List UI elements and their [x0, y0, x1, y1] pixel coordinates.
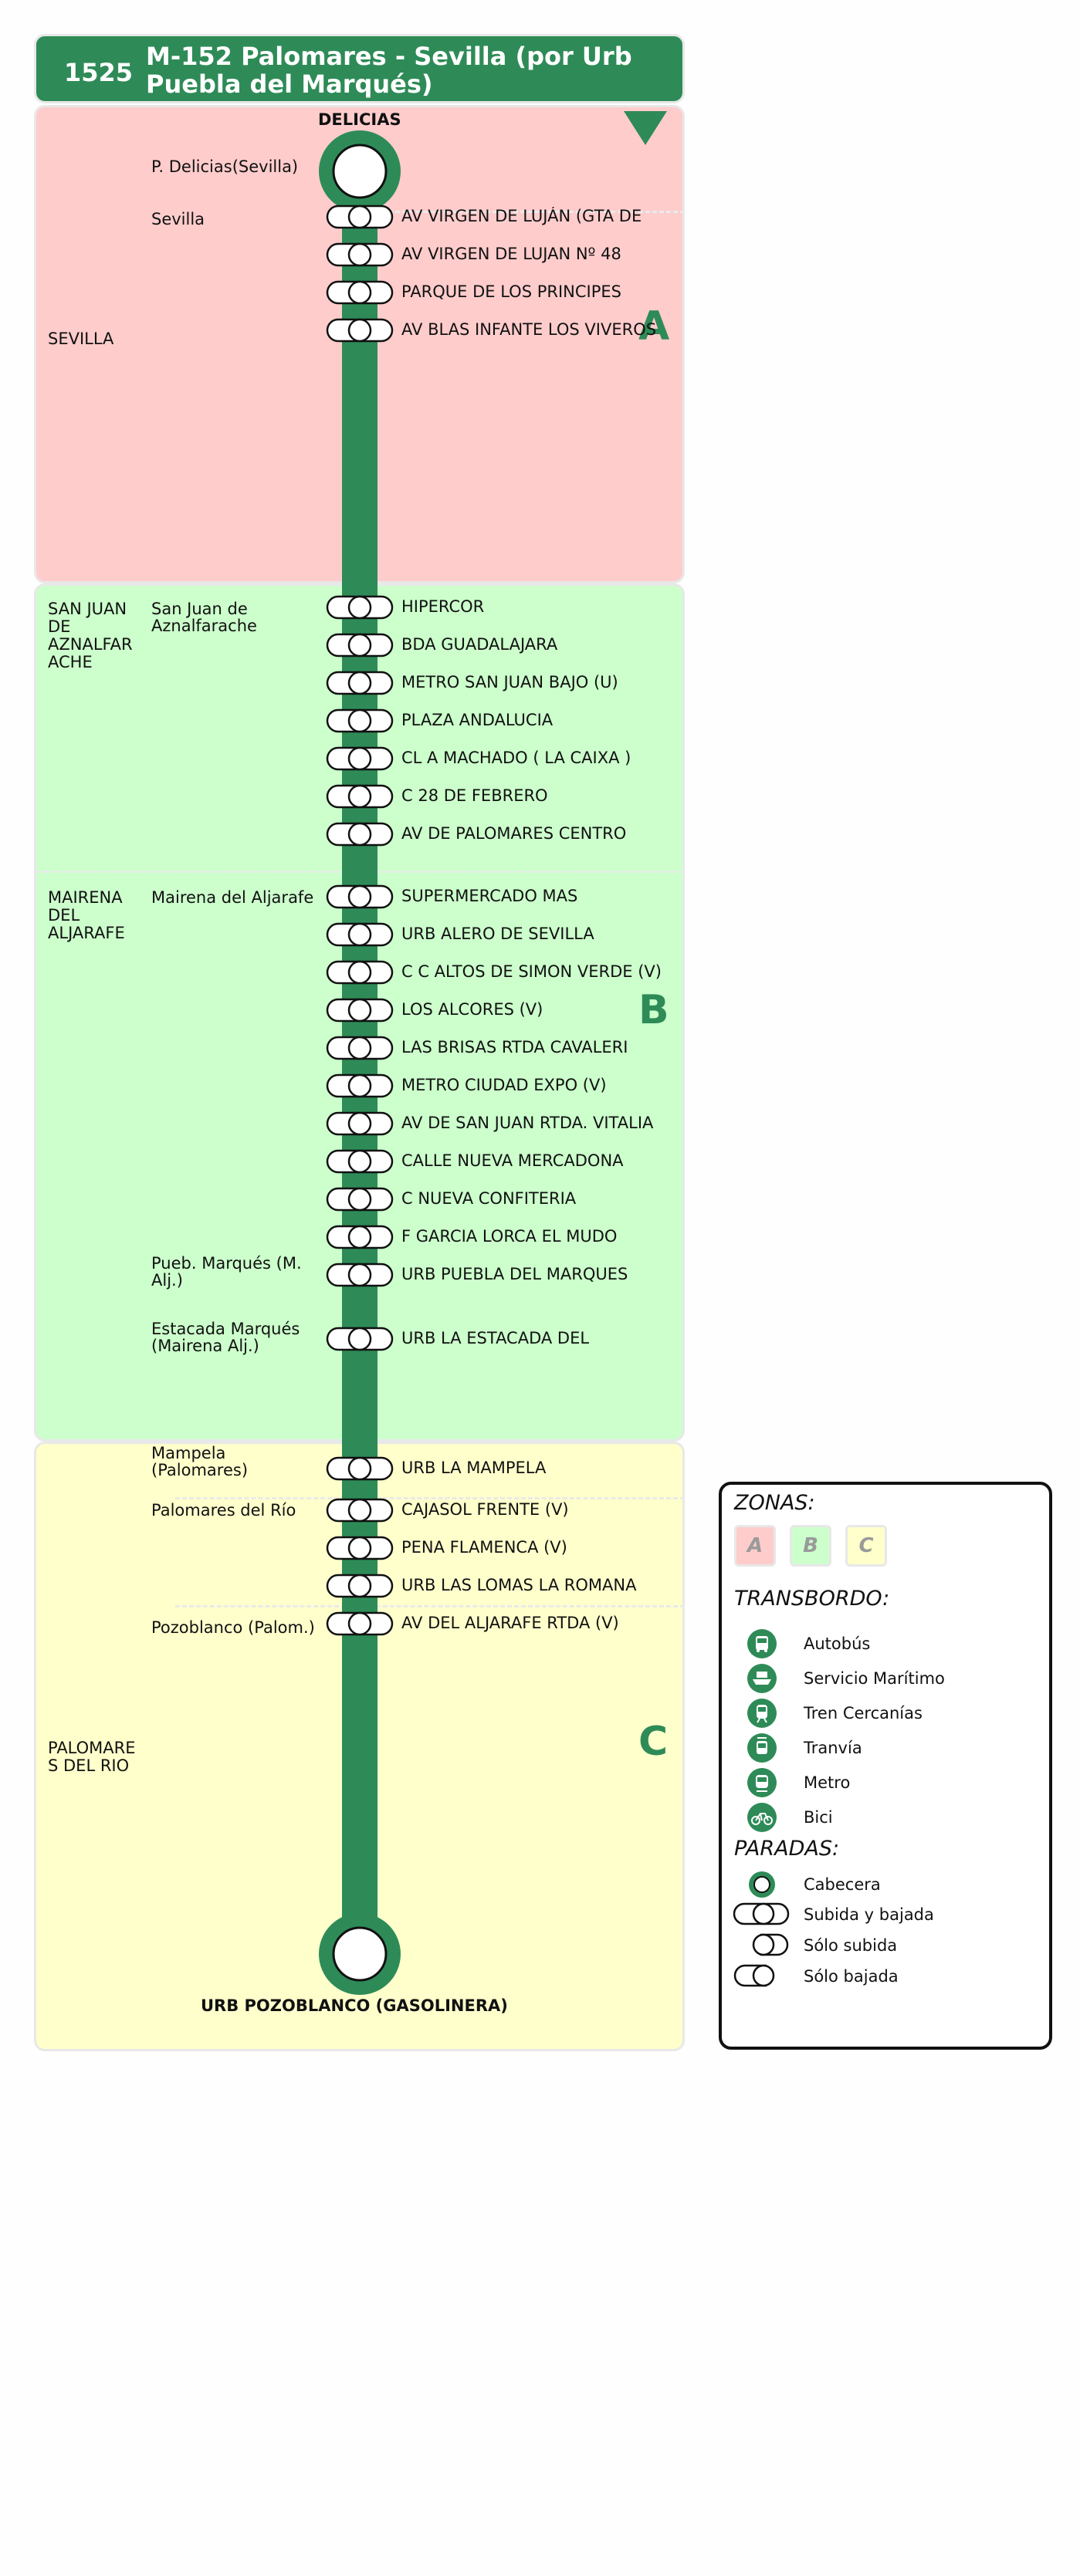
stop-marker	[327, 1575, 392, 1597]
stop-label: AV DE PALOMARES CENTRO	[401, 824, 627, 843]
stop-label: CAJASOL FRENTE (V)	[401, 1500, 569, 1519]
board-alight-stop-icon	[733, 1902, 791, 1926]
zone-letter-b: B	[638, 987, 669, 1033]
legend-transfer-label: Tren Cercanías	[804, 1704, 923, 1722]
stop-label: METRO CIUDAD EXPO (V)	[401, 1076, 607, 1094]
stop-marker	[327, 1458, 392, 1479]
legend-transfer-label: Autobús	[804, 1635, 871, 1653]
stop-marker	[327, 282, 392, 303]
municipality-mairena: MAIRENA DEL ALJARAFE	[48, 888, 125, 942]
stop-label: CL A MACHADO ( LA CAIXA )	[401, 749, 631, 767]
route-line	[342, 171, 377, 1954]
stop-marker	[327, 1226, 392, 1248]
end-terminal-label: URB POZOBLANCO (GASOLINERA)	[201, 1996, 508, 2015]
stop-label: AV VIRGEN DE LUJÁN (GTA DE	[401, 207, 642, 225]
stop-label: LAS BRISAS RTDA CAVALERI	[401, 1038, 628, 1056]
legend-transfer-label: Servicio Marítimo	[804, 1669, 945, 1688]
stop-label: BDA GUADALAJARA	[401, 635, 558, 654]
stop-marker	[327, 962, 392, 983]
legend-transfer-label: Bici	[804, 1808, 833, 1827]
stop-label: LOS ALCORES (V)	[401, 1000, 543, 1019]
stop-label: C C ALTOS DE SIMON VERDE (V)	[401, 962, 662, 981]
stop-marker	[327, 1264, 392, 1286]
route-name: M-152 Palomares - Sevilla (por Urb Puebla del Marqués)	[146, 42, 632, 99]
locality-palomares-rio: Palomares del Río	[151, 1501, 296, 1520]
legend-stops-title: PARADAS:	[734, 1837, 840, 1861]
stop-label: URB PUEBLA DEL MARQUES	[401, 1265, 628, 1283]
terminal-stop-icon	[747, 1869, 777, 1900]
legend-stop-type-label: Subida y bajada	[804, 1905, 934, 1924]
stop-marker	[327, 206, 392, 228]
stop-marker	[327, 924, 392, 945]
legend-zone-c-swatch: C	[845, 1525, 887, 1567]
legend-zone-b-swatch: B	[790, 1525, 831, 1567]
stop-marker	[327, 1499, 392, 1521]
bus-icon	[747, 1628, 777, 1659]
start-terminal-marker	[319, 130, 401, 212]
municipality-san-juan: SAN JUAN DE AZNALFAR ACHE	[48, 600, 133, 671]
stop-marker	[327, 1328, 392, 1350]
legend-stop-type-label: Sólo subida	[804, 1936, 898, 1955]
stop-marker	[327, 1151, 392, 1172]
locality-sevilla: Sevilla	[151, 210, 205, 228]
stop-marker	[327, 672, 392, 694]
stop-label: C 28 DE FEBRERO	[401, 786, 548, 805]
locality-mampela: Mampela (Palomares)	[151, 1444, 249, 1479]
start-terminal-label: DELICIAS	[318, 110, 401, 129]
stop-label: PLAZA ANDALUCIA	[401, 711, 554, 729]
stop-label: URB LA ESTACADA DEL	[401, 1329, 590, 1347]
municipality-sevilla: SEVILLA	[48, 330, 114, 348]
metro-icon	[747, 1767, 777, 1798]
stop-marker	[327, 597, 392, 618]
legend-transfer-title: TRANSBORDO:	[734, 1587, 890, 1611]
stop-label: AV DEL ALJARAFE RTDA (V)	[401, 1614, 619, 1632]
stop-label: CALLE NUEVA MERCADONA	[401, 1151, 624, 1170]
stop-label: METRO SAN JUAN BAJO (U)	[401, 673, 618, 691]
alight-only-stop-icon	[733, 1963, 791, 1988]
board-only-stop-icon	[733, 1932, 791, 1957]
stop-label: URB LA MAMPELA	[401, 1459, 547, 1477]
stop-label: SUPERMERCADO MAS	[401, 887, 578, 905]
ferry-icon	[747, 1663, 777, 1694]
stop-marker	[327, 999, 392, 1021]
stop-label: AV BLAS INFANTE LOS VIVEROS	[401, 320, 657, 339]
municipality-palomares: PALOMARE S DEL RIO	[48, 1739, 136, 1775]
stop-label: AV VIRGEN DE LUJAN Nº 48	[401, 245, 621, 263]
legend-transfer-label: Metro	[804, 1773, 851, 1792]
stop-marker	[327, 1075, 392, 1097]
legend-stop-type-label: Cabecera	[804, 1875, 881, 1894]
stop-marker	[327, 886, 392, 908]
stop-marker	[327, 786, 392, 807]
locality-puebla-marques: Pueb. Marqués (M. Alj.)	[151, 1254, 302, 1290]
legend-transfer-label: Tranvía	[804, 1739, 862, 1757]
stop-label: PENA FLAMENCA (V)	[401, 1538, 567, 1557]
locality-estacada: Estacada Marqués (Mairena Alj.)	[151, 1320, 300, 1355]
locality-delicias: P. Delicias(Sevilla)	[151, 157, 299, 176]
stop-marker	[327, 1537, 392, 1559]
stop-label: C NUEVA CONFITERIA	[401, 1189, 577, 1208]
stop-marker	[327, 823, 392, 845]
stop-marker	[327, 1188, 392, 1210]
end-terminal-marker	[319, 1913, 401, 1995]
stop-marker	[327, 244, 392, 265]
zone-letter-c: C	[638, 1719, 669, 1765]
locality-pozoblanco: Pozoblanco (Palom.)	[151, 1618, 315, 1637]
tram-icon	[747, 1733, 777, 1763]
locality-san-juan: San Juan de Aznalfarache	[151, 600, 257, 635]
bike-icon	[747, 1802, 777, 1833]
stop-marker	[327, 1113, 392, 1134]
stop-label: F GARCIA LORCA EL MUDO	[401, 1227, 618, 1246]
direction-arrow-icon	[624, 111, 667, 145]
stop-label: PARQUE DE LOS PRINCIPES	[401, 282, 621, 301]
stop-marker	[327, 1613, 392, 1635]
legend-panel	[719, 1482, 1052, 2050]
stop-marker	[327, 1037, 392, 1059]
route-code: 1525	[64, 58, 134, 87]
stop-label: URB ALERO DE SEVILLA	[401, 925, 594, 943]
stop-marker	[327, 748, 392, 769]
legend-zone-a-swatch: A	[734, 1525, 776, 1567]
locality-mairena: Mairena del Aljarafe	[151, 888, 314, 907]
stop-marker	[327, 319, 392, 341]
stop-marker	[327, 634, 392, 656]
stop-label: HIPERCOR	[401, 597, 485, 616]
stop-label: AV DE SAN JUAN RTDA. VITALIA	[401, 1114, 654, 1132]
stop-marker	[327, 710, 392, 732]
zone-letter-a: A	[638, 303, 670, 350]
legend-zones-title: ZONAS:	[734, 1491, 815, 1515]
legend-stop-type-label: Sólo bajada	[804, 1967, 899, 1986]
train-icon	[747, 1698, 777, 1729]
stop-label: URB LAS LOMAS LA ROMANA	[401, 1576, 637, 1594]
